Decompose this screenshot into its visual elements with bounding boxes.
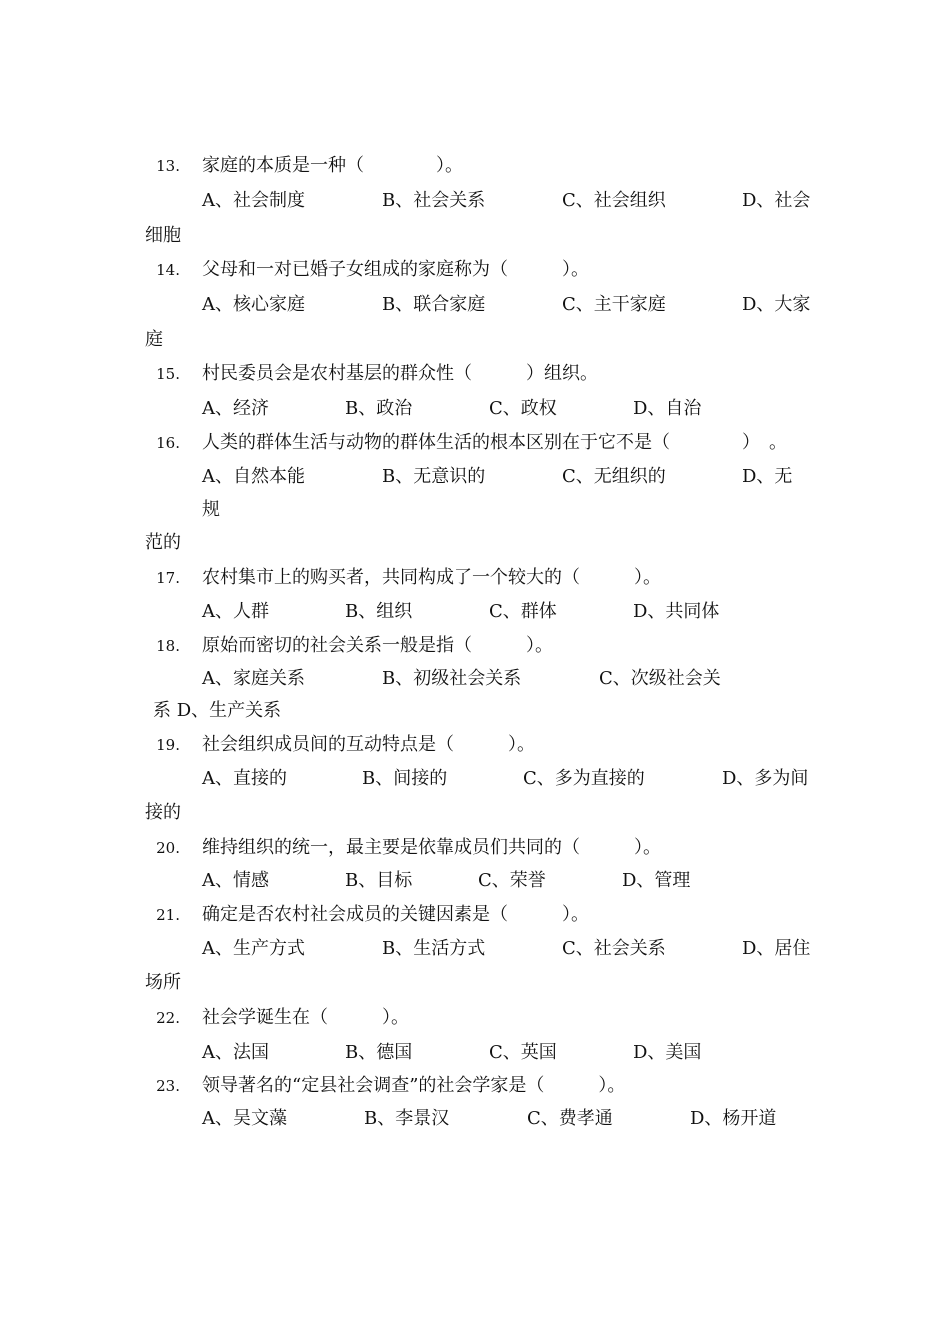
question-number: 21. [156, 906, 180, 924]
question-number: 17. [156, 569, 180, 587]
option-d: D、大家 [742, 294, 811, 315]
option-a: A、经济 [202, 398, 269, 419]
option-c: C、社会关系 [562, 938, 666, 959]
question-stem: 农村集市上的购买者，共同构成了一个较大的（ ）。 [202, 567, 661, 588]
option-b: B、无意识的 [382, 466, 486, 487]
option-b: B、目标 [345, 870, 413, 891]
question-number: 19. [156, 736, 180, 754]
question-number: 18. [156, 637, 180, 655]
option-a: A、法国 [202, 1042, 269, 1063]
option-d: D、无 [742, 466, 793, 487]
question-number: 22. [156, 1009, 180, 1027]
question-number: 13. [156, 157, 180, 175]
option-a: A、社会制度 [202, 190, 305, 211]
option-b: B、社会关系 [382, 190, 486, 211]
option-wrap: 系 D、生产关系 [153, 700, 282, 721]
option-b: B、政治 [345, 398, 413, 419]
option-b: B、德国 [345, 1042, 413, 1063]
option-a: A、直接的 [202, 768, 287, 789]
option-wrap: 细胞 [145, 225, 181, 246]
option-wrap: 规 [202, 499, 220, 520]
option-c: C、荣誉 [478, 870, 546, 891]
option-b: B、生活方式 [382, 938, 486, 959]
option-c: C、无组织的 [562, 466, 666, 487]
question-stem: 维持组织的统一，最主要是依靠成员们共同的（ ）。 [202, 837, 661, 858]
option-b: B、间接的 [362, 768, 448, 789]
option-c: C、次级社会关 [599, 668, 721, 689]
option-c: C、英国 [489, 1042, 557, 1063]
question-stem: 原始而密切的社会关系一般是指（ ）。 [202, 635, 553, 656]
option-c: C、多为直接的 [523, 768, 645, 789]
option-wrap: 范的 [145, 532, 181, 553]
option-a: A、情感 [202, 870, 269, 891]
option-wrap: 接的 [145, 802, 181, 823]
question-number: 16. [156, 434, 180, 452]
option-c: C、费孝通 [527, 1108, 613, 1129]
question-stem: 社会学诞生在（ ）。 [202, 1007, 409, 1028]
option-wrap: 庭 [145, 329, 163, 350]
option-d: D、社会 [742, 190, 811, 211]
question-number: 14. [156, 261, 180, 279]
option-b: B、组织 [345, 601, 413, 622]
option-a: A、核心家庭 [202, 294, 305, 315]
option-d: D、杨开道 [690, 1108, 777, 1129]
option-c: C、主干家庭 [562, 294, 666, 315]
option-b: B、初级社会关系 [382, 668, 522, 689]
option-b: B、联合家庭 [382, 294, 486, 315]
option-d: D、美国 [633, 1042, 702, 1063]
question-stem: 父母和一对已婚子女组成的家庭称为（ ）。 [202, 259, 589, 280]
option-d: D、多为间 [722, 768, 809, 789]
option-b: B、李景汉 [364, 1108, 450, 1129]
question-stem: 社会组织成员间的互动特点是（ ）。 [202, 734, 535, 755]
option-a: A、人群 [202, 601, 269, 622]
question-stem: 村民委员会是农村基层的群众性（ ）组织。 [202, 363, 598, 384]
question-stem: 确定是否农村社会成员的关键因素是（ ）。 [202, 904, 589, 925]
option-c: C、群体 [489, 601, 557, 622]
option-d: D、管理 [622, 870, 691, 891]
question-stem: 家庭的本质是一种（ ）。 [202, 155, 463, 176]
question-stem: 人类的群体生活与动物的群体生活的根本区别在于它不是（ ） 。 [202, 432, 787, 453]
option-c: C、社会组织 [562, 190, 666, 211]
option-d: D、共同体 [633, 601, 720, 622]
option-d: D、自治 [633, 398, 702, 419]
option-a: A、家庭关系 [202, 668, 305, 689]
question-number: 15. [156, 365, 180, 383]
question-number: 23. [156, 1077, 180, 1095]
option-c: C、政权 [489, 398, 557, 419]
option-a: A、吴文藻 [202, 1108, 287, 1129]
option-wrap: 场所 [145, 972, 181, 993]
question-number: 20. [156, 839, 180, 857]
option-d: D、居住 [742, 938, 811, 959]
option-a: A、自然本能 [202, 466, 305, 487]
question-stem: 领导著名的“定县社会调查”的社会学家是（ ）。 [202, 1075, 626, 1096]
option-a: A、生产方式 [202, 938, 305, 959]
